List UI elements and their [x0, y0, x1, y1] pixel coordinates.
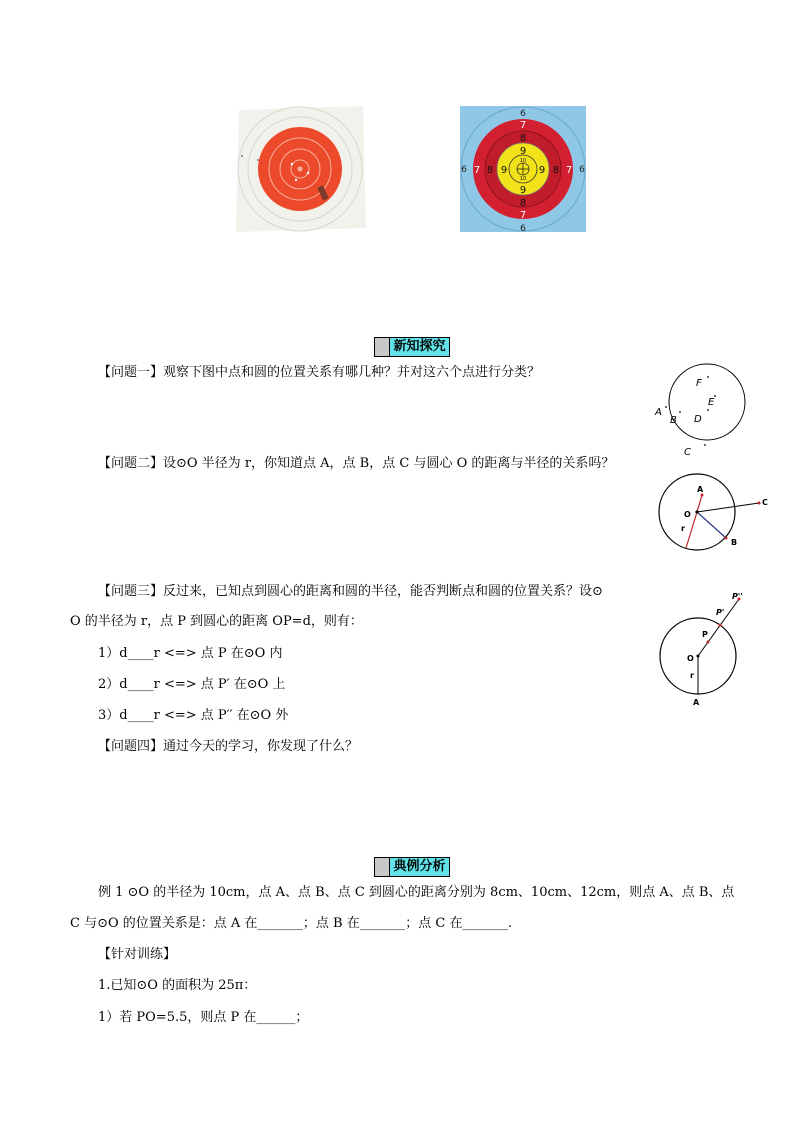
training-heading: 【针对训练】	[98, 947, 177, 962]
section-title-examples	[374, 857, 450, 877]
q3-label-O: O	[687, 654, 694, 663]
q1-label-E: E	[708, 397, 715, 408]
section-title-new-knowledge-label: 新知探究	[390, 338, 449, 356]
ring-label-7-bottom: 7	[519, 210, 527, 221]
ring-label-10-bottom: 10	[519, 176, 527, 182]
question-4-text: 【问题四】通过今天的学习，你发现了什么？	[98, 739, 359, 754]
question-3-line-2: O 的半径为 r，点 P 到圆心的距离 OP=d，则有：	[70, 614, 363, 629]
section-title-new-knowledge	[374, 337, 450, 357]
q3-label-P2: P''	[732, 592, 743, 601]
ring-label-6-bottom: 6	[520, 224, 526, 232]
ring-label-9-right: 9	[538, 165, 546, 176]
q3-label-A: A	[693, 698, 700, 707]
question-3-line-1: 【问题三】反过来，已知点到圆心的距离和圆的半径，能否判断点和圆的位置关系？设⊙	[98, 584, 603, 599]
q1-label-C: C	[684, 447, 691, 458]
ring-label-8-right: 8	[552, 165, 560, 176]
q1-label-B: B	[670, 415, 677, 426]
ring-label-8-bottom: 8	[519, 198, 527, 209]
question-3-figure	[656, 588, 756, 708]
ring-label-6-top: 6	[520, 109, 526, 119]
ring-label-7-top: 7	[519, 120, 527, 131]
q2-label-B: B	[731, 538, 738, 547]
question-3-item-3: 3）d____r <=> 点 P′′ 在⊙O 外	[98, 708, 289, 723]
ring-label-9-top: 9	[519, 146, 527, 157]
ring-label-7-left: 7	[473, 165, 481, 176]
q1-label-F: F	[696, 378, 702, 389]
ring-label-8-top: 8	[519, 133, 527, 144]
q1-label-A: A	[655, 407, 662, 418]
ring-label-7-right: 7	[565, 165, 573, 176]
q2-label-r: r	[681, 524, 685, 533]
q2-label-C: C	[762, 498, 768, 507]
q1-label-D: D	[694, 414, 702, 425]
ring-label-8-left: 8	[486, 165, 494, 176]
q2-label-O: O	[684, 510, 691, 519]
ring-label-10-top: 10	[519, 158, 527, 164]
training-item-1: 1.已知⊙O 的面积为 25π：	[98, 978, 257, 993]
q3-label-r: r	[690, 671, 694, 680]
question-3-item-2: 2）d____r <=> 点 P′ 在⊙O 上	[98, 677, 286, 692]
question-2-figure	[656, 470, 776, 555]
ring-label-6-right: 6	[579, 165, 585, 175]
example-line-1: 例 1 ⊙O 的半径为 10cm，点 A、点 B、点 C 到圆心的距离分别为 8cm、10cm、12cm，则点 A、点 B、点	[98, 885, 735, 900]
example-line-2: C 与⊙O 的位置关系是：点 A 在_______；点 B 在_______；点 C 在_______.	[70, 916, 513, 931]
ring-label-6-left: 6	[461, 165, 467, 175]
question-2-text: 【问题二】设⊙O 半径为 r，你知道点 A，点 B，点 C 与圆心 O 的距离与半径的关系吗？	[98, 456, 615, 471]
q2-label-A: A	[697, 485, 704, 494]
question-1-text: 【问题一】观察下图中点和圆的位置关系有哪几种？并对这六个点进行分类？	[98, 365, 541, 380]
training-item-1a: 1）若 PO=5.5，则点 P 在______；	[98, 1010, 309, 1025]
q3-label-P: P	[702, 630, 708, 639]
question-1-figure	[652, 362, 752, 462]
q3-label-P1: P'	[716, 608, 725, 617]
question-3-item-1: 1）d____r <=> 点 P 在⊙O 内	[98, 646, 283, 661]
target-photo-archery	[460, 106, 586, 232]
section-title-examples-label: 典例分析	[390, 858, 449, 876]
ring-label-9-left: 9	[500, 165, 508, 176]
target-photo-paper	[236, 106, 366, 232]
ring-label-9-bottom: 9	[519, 185, 527, 196]
